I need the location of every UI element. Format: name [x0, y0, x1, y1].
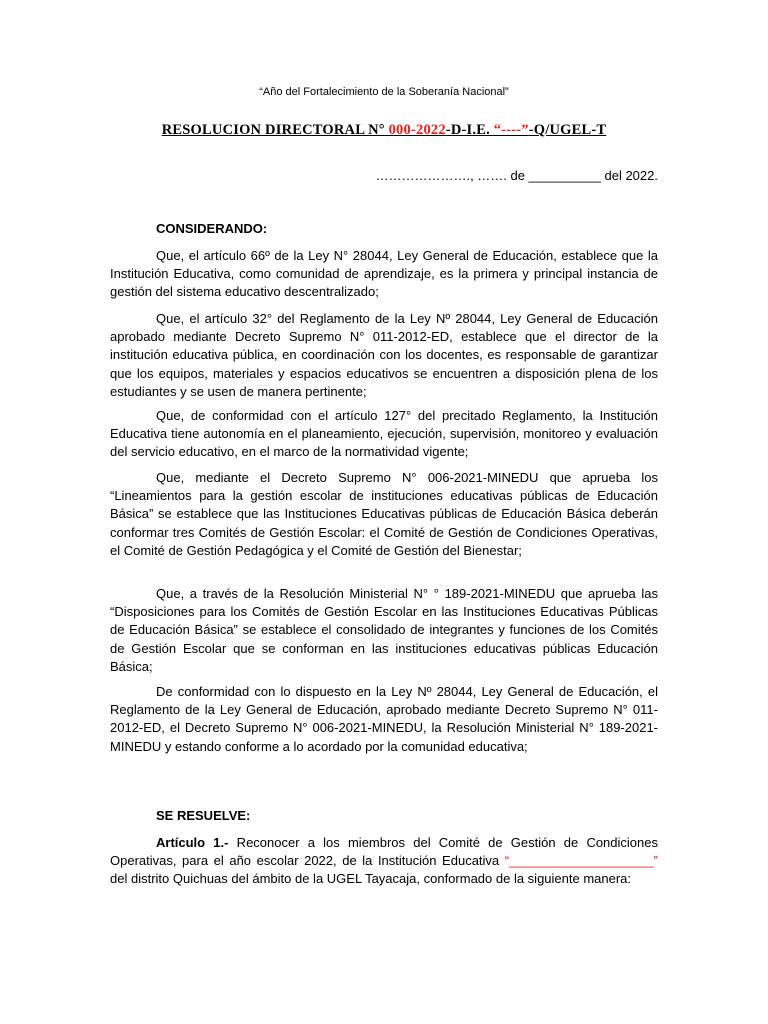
title-number: 000-2022 [388, 122, 446, 138]
resolution-title [0, 122, 768, 139]
title-mid: -D-I.E. [445, 122, 494, 138]
considerando-paragraph-1: Que, el artículo 66º de la Ley N° 28044, Ley General de Educación, establece que la Institución Educativa, como comunidad de aprendizaje, es la primera y principal instancia de gestión del sistema educativo descentralizado; [110, 248, 658, 300]
school-name-blank: “____________________” [504, 853, 658, 869]
article-1 [110, 834, 658, 889]
considerando-paragraph-3: Que, de conformidad con el artículo 127° del precitado Reglamento, la Institución Educativa tiene autonomía en el planeamiento, ejecución, supervisión, monitoreo y evaluación del servicio educativo, en el marco de la normatividad vigente; [110, 408, 658, 460]
considerando-heading: CONSIDERANDO: [156, 221, 268, 236]
considerando-paragraph-2: Que, el artículo 32° del Reglamento de la Ley Nº 28044, Ley General de Educación aprobado mediante Decreto Supremo N° 011-2012-ED, establece que el director de la institución educativa pública, en coordinación con los docentes, es responsable de garantizar que los equipos, materiales y espacios educativos se encuentren a disposición plena de los estudiantes y se usen de manera pertinente; [110, 311, 658, 399]
considerando-paragraph-4: Que, mediante el Decreto Supremo N° 006-2021-MINEDU que aprueba los “Lineamientos para la gestión escolar de instituciones educativas públicas de Educación Básica” se establece que las Instituciones Educativas públicas de Educación Básica deberán conformar tres Comités de Gestión Escolar: el Comité de Gestión de Condiciones Operativas, el Comité de Gestión Pedagógica y el Comité de Gestión del Bienestar; [110, 470, 658, 558]
article-1-label: Artículo 1.- [156, 835, 229, 850]
resuelve-heading: SE RESUELVE: [156, 808, 251, 823]
title-prefix: RESOLUCION DIRECTORAL N° [161, 122, 385, 138]
considerando-paragraph-6: De conformidad con lo dispuesto en la Ley Nº 28044, Ley General de Educación, el Reglamento de la Ley General de Educación, aprobado mediante Decreto Supremo N° 011- 2012-ED, el Decreto Supremo N° 006-2021-MINEDU, la Resolución Ministerial N° 189-2021- MINEDU y estando conforme a lo acordado por la comunidad educativa; [110, 684, 658, 754]
title-school: “----” [493, 122, 529, 138]
article-1-text-part2: del distrito Quichuas del ámbito de la UGEL Tayacaja, conformado de la siguiente manera: [110, 871, 632, 887]
date-line: …………………., ……. de __________ del 2022. [375, 168, 658, 183]
article-1-text-part1: Reconocer a los miembros del Comité de Gestión de Condiciones Operativas, para el año escolar 2022, de la Institución Educativa [110, 835, 658, 869]
title-suffix: -Q/UGEL-T [528, 122, 607, 138]
year-motto: “Año del Fortalecimiento de la Soberanía Nacional” [259, 86, 509, 98]
considerando-paragraph-5: Que, a través de la Resolución Ministerial N° ° 189-2021-MINEDU que aprueba las “Disposiciones para los Comités de Gestión Escolar en las Instituciones Educativas Públicas de Educación Básica” se establece el consolidado de integrantes y funciones de los Comités de Gestión Escolar que se conforman en las instituciones educativas públicas Educación Básica; [110, 586, 658, 674]
